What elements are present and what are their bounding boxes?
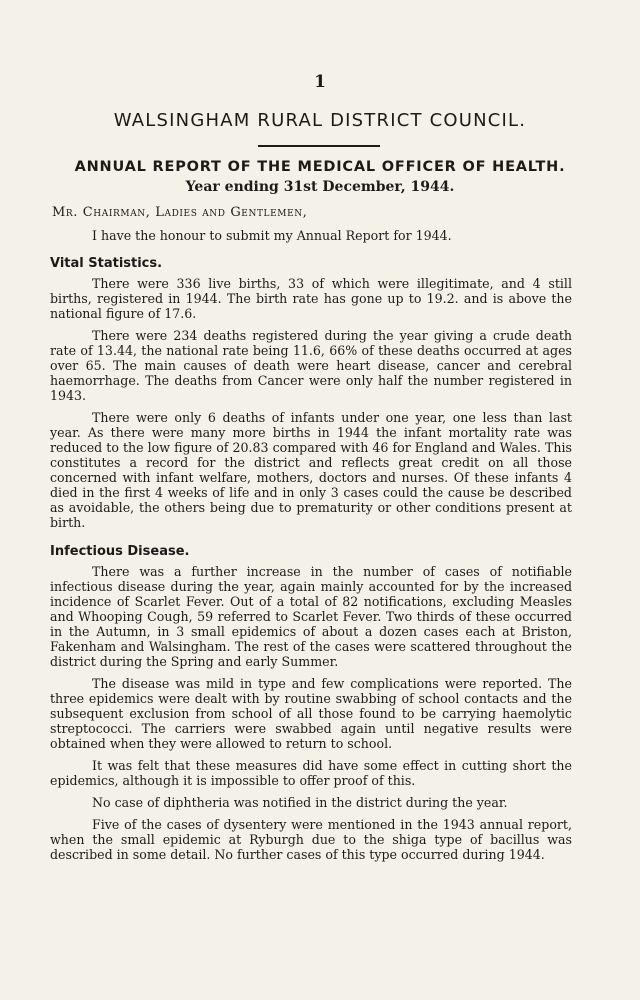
paragraph: There was a further increase in the number of cases of notifiable infectious disease during the year, again mainly accounted for by the increased incidence of Scarlet Fever. Out of a total of 82 notifications, excluding Measles and Whooping Cough, 59 referred to Scarlet Fever. Two thirds of these occurred in the Autumn, in 3 small epidemics of about a dozen cases each at Briston, Fakenham and Walsingham. The rest of the cases were scattered throughout the district during the Spring and early Summer. <box>50 564 572 669</box>
paragraph: There were 234 deaths registered during the year giving a crude death rate of 13.44, the national rate being 11.6, 66% of these deaths occurred at ages over 65. The main causes of death were heart disease, cancer and cerebral haemorrhage. The deaths from Cancer were only half the number registered in 1943. <box>50 328 572 403</box>
report-body <box>50 228 572 876</box>
paragraph: No case of diphtheria was notified in the district during the year. <box>92 795 508 810</box>
heading-rule <box>258 145 380 147</box>
intro-paragraph: I have the honour to submit my Annual Report for 1944. <box>92 228 452 243</box>
section-infectious-disease <box>50 544 572 862</box>
salutation: Mr. Chairman, Ladies and Gentlemen, <box>52 205 308 220</box>
council-heading: WALSINGHAM RURAL DISTRICT COUNCIL. <box>113 110 527 131</box>
section-vital-statistics <box>50 256 572 530</box>
section-heading: Infectious Disease. <box>50 544 190 559</box>
year-ending: Year ending 31st December, 1944. <box>185 179 455 195</box>
report-title: ANNUAL REPORT OF THE MEDICAL OFFICER OF HEALTH. <box>74 159 566 175</box>
page-number: 1 <box>314 72 326 92</box>
paragraph: There were 336 live births, 33 of which were illegitimate, and 4 still births, registered in 1944. The birth rate has gone up to 19.2. and is above the national figure of 17.6. <box>50 276 572 321</box>
paragraph: There were only 6 deaths of infants under one year, one less than last year. As there were many more births in 1944 the infant mortality rate was reduced to the low figure of 20.83 compared with 46 for England and Wales. This constitutes a record for the district and reflects great credit on all those concerned with infant welfare, mothers, doctors and nurses. Of these infants 4 died in the first 4 weeks of life and in only 3 cases could the cause be described as avoidable, the others being due to prematurity or other conditions present at birth. <box>50 410 572 530</box>
paragraph: It was felt that these measures did have some effect in cutting short the epidemics, although it is impossible to offer proof of this. <box>50 758 572 788</box>
paragraph: The disease was mild in type and few complications were reported. The three epidemics were dealt with by routine swabbing of school contacts and the subsequent exclusion from school of all those found to be carrying haemolytic streptococci. The carriers were swabbed again until negative results were obtained when they were allowed to return to school. <box>50 676 572 751</box>
section-heading: Vital Statistics. <box>50 256 163 271</box>
paragraph: Five of the cases of dysentery were mentioned in the 1943 annual report, when the small epidemic at Ryburgh due to the shiga type of bacillus was described in some detail. No further cases of this type occurred during 1944. <box>50 817 572 862</box>
